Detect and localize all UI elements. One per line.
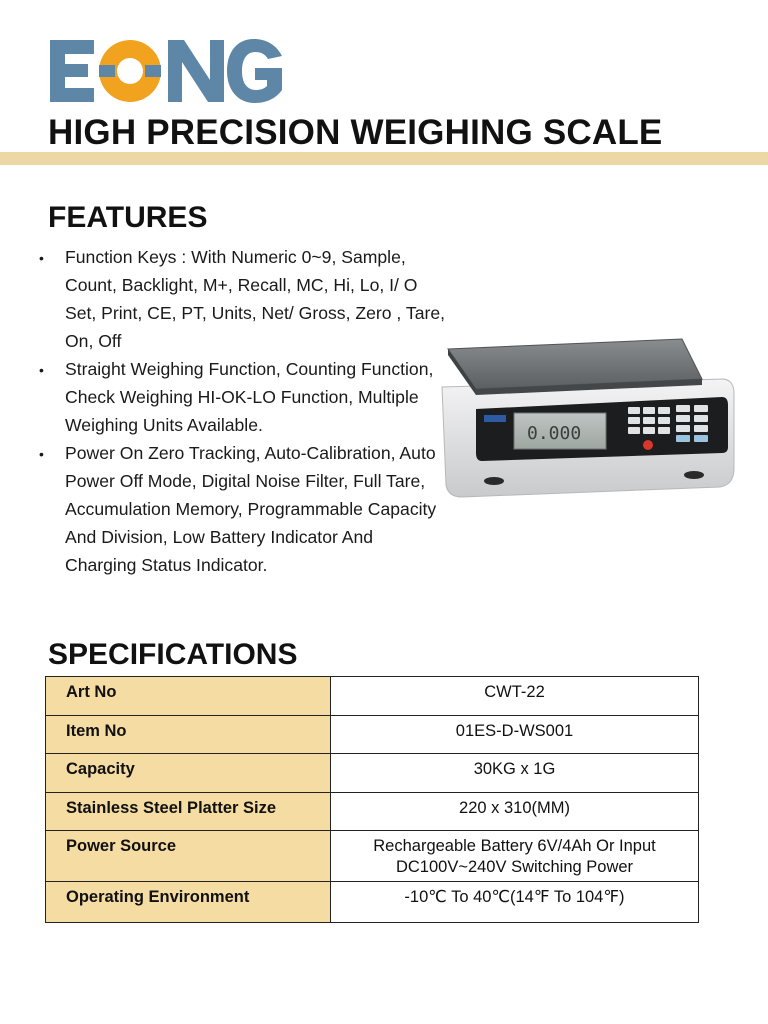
feature-item <box>37 355 447 439</box>
weighing-scale-image <box>436 335 736 505</box>
spec-label: Capacity <box>46 754 331 793</box>
spec-label: Power Source <box>46 831 331 882</box>
features-list <box>37 243 447 579</box>
page-title: HIGH PRECISION WEIGHING SCALE <box>48 113 663 152</box>
spec-value: Rechargeable Battery 6V/4Ah Or Input DC100V~240V Switching Power <box>331 831 699 882</box>
table-row <box>46 677 699 716</box>
table-row <box>46 716 699 754</box>
spec-label: Item No <box>46 716 331 754</box>
title-accent-band <box>0 152 768 165</box>
spec-value: 01ES-D-WS001 <box>331 716 699 754</box>
feature-item <box>37 439 447 579</box>
spec-label: Stainless Steel Platter Size <box>46 793 331 831</box>
spec-value: -10℃ To 40℃(14℉ To 104℉) <box>331 882 699 923</box>
bullet-icon: • <box>39 446 44 462</box>
spec-value: 30KG x 1G <box>331 754 699 793</box>
table-row <box>46 882 699 923</box>
display-reading: 0.000 <box>527 423 582 444</box>
specifications-heading: SPECIFICATIONS <box>48 638 298 671</box>
feature-text: Power On Zero Tracking, Auto-Calibration, Auto Power Off Mode, Digital Noise Filter, Full Tare, Accumulation Memory, Programmable Capacity And Division, Low Battery Indicator And Charging Status Indicator. <box>65 443 437 575</box>
spec-value: CWT-22 <box>331 677 699 716</box>
eong-logo <box>50 38 282 104</box>
features-heading: FEATURES <box>48 201 208 234</box>
feature-item <box>37 243 447 355</box>
specifications-table <box>45 676 699 923</box>
spec-label: Art No <box>46 677 331 716</box>
feature-text: Straight Weighing Function, Counting Function, Check Weighing HI-OK-LO Function, Multiple Weighing Units Available. <box>65 359 434 435</box>
spec-label: Operating Environment <box>46 882 331 923</box>
spec-value: 220 x 310(MM) <box>331 793 699 831</box>
table-row <box>46 831 699 882</box>
bullet-icon: • <box>39 250 44 266</box>
bullet-icon: • <box>39 362 44 378</box>
feature-text: Function Keys : With Numeric 0~9, Sample, Count, Backlight, M+, Recall, MC, Hi, Lo, I/ O Set, Print, CE, PT, Units, Net/ Gross, Zero , Tare, On, Off <box>65 247 446 351</box>
table-row <box>46 754 699 793</box>
table-row <box>46 793 699 831</box>
logo-text: EONG <box>50 38 53 39</box>
